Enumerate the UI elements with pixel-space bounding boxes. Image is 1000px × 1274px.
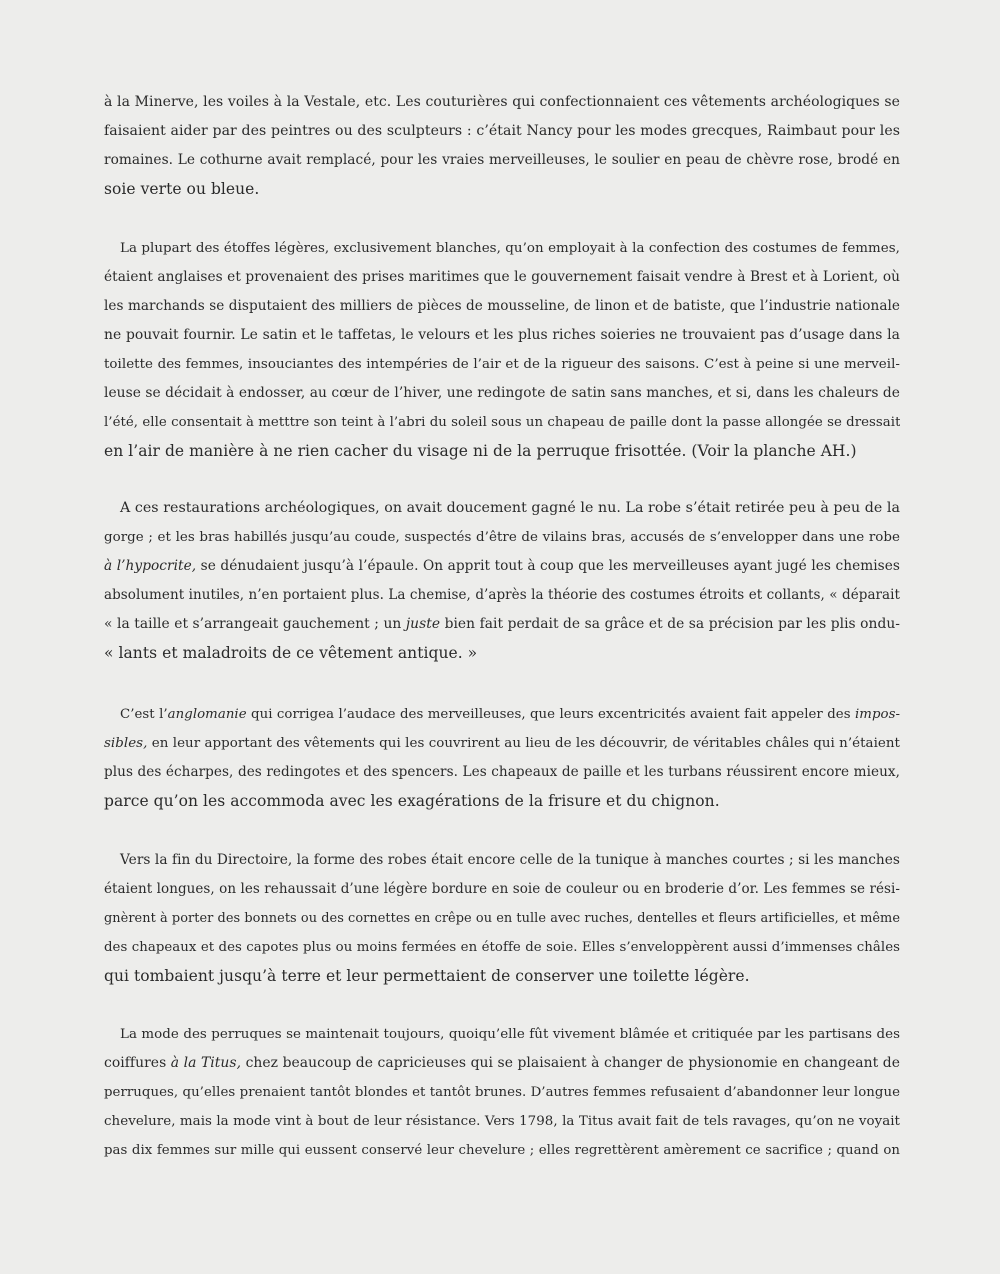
text-line [104,639,900,668]
text-segment: les marchands se disputaient des milliers de pièces de mousseline, de linon et de batiste, que l’industrie nationale [104,298,900,314]
text-line [104,292,900,321]
text-line [104,552,900,581]
text-line [104,1136,900,1165]
text-line [104,700,900,729]
text-segment: La plupart des étoffes légères, exclusivement blanches, qu’on employait à la confection des costumes de femmes, [120,241,900,256]
text-line [104,904,900,933]
text-line [104,117,900,146]
text-segment: gorge ; et les bras habillés jusqu’au coude, suspectés d’être de vilains bras, accusés de s’envelopper dans une robe [104,530,900,545]
text-segment: A ces restaurations archéologiques, on avait doucement gagné le nu. La robe s’était retirée peu à peu de la [120,500,900,516]
text-segment: faisaient aider par des peintres ou des sculpteurs : c’était Nancy pour les modes grecques, Raimbaut pour les [104,123,900,139]
text-line [104,729,900,758]
text-segment: La mode des perruques se maintenait toujours, quoiqu’elle fût vivement blâmée et critiquée par les partisans des [120,1027,900,1042]
text-segment: coiffures [104,1055,171,1071]
text-segment: C’est l’ [120,707,168,722]
paragraph-6 [104,1020,900,1165]
text-segment: qui corrigea l’audace des merveilleuses, que leurs excentricités avaient fait appeler des [246,707,855,722]
text-line [104,1020,900,1049]
text-segment: à la Minerve, les voiles à la Vestale, etc. Les couturières qui confectionnaient ces vêtements archéologiques se [104,94,900,110]
text-segment: en leur apportant des vêtements qui les couvrirent au lieu de les découvrir, de véritables châles qui n’étaient [147,736,900,751]
text-line [104,234,900,263]
text-segment: perruques, qu’elles prenaient tantôt blondes et tantôt brunes. D’autres femmes refusaient d’abandonner leur longue [104,1085,900,1100]
text-line [104,146,900,175]
text-line [104,1078,900,1107]
text-line [104,610,900,639]
text-line [104,263,900,292]
paragraph-2 [104,234,900,466]
text-segment: « la taille et s’arrangeait gauchement ; un [104,616,406,632]
text-line [104,758,900,787]
text-segment: gnèrent à porter des bonnets ou des cornettes en crêpe ou en tulle avec ruches, dentelles et fleurs artificielles, et même [104,911,900,926]
text-segment: chez beaucoup de capricieuses qui se plaisaient à changer de physionomie en changeant de [241,1055,900,1071]
text-segment: chevelure, mais la mode vint à bout de leur résistance. Vers 1798, la Titus avait fait de tels ravages, qu’on ne voyait [104,1114,900,1129]
text-segment: romaines. Le cothurne avait remplacé, pour les vraies merveilleuses, le soulier en peau de chèvre rose, brodé en [104,152,900,168]
text-segment: en l’air de manière à ne rien cacher du visage ni de la perruque frisottée. (Voir la planche AH.) [104,442,857,460]
text-segment: étaient longues, on les rehaussait d’une légère bordure en soie de couleur ou en broderie d’or. Les femmes se rési- [104,881,900,897]
italic-text: sibles, [104,736,148,751]
text-line [104,494,900,523]
paragraph-3 [104,494,900,668]
text-line [104,408,900,437]
text-segment: étaient anglaises et provenaient des prises maritimes que le gouvernement faisait vendre à Brest et à Lorient, où [104,269,900,285]
text-line [104,933,900,962]
paragraph-1 [104,88,900,204]
italic-text: anglomanie [167,707,247,722]
text-line [104,523,900,552]
text-line [104,175,900,204]
text-line [104,581,900,610]
text-line [104,321,900,350]
text-line [104,1049,900,1078]
italic-text: impos- [855,707,900,722]
text-segment: « lants et maladroits de ce vêtement antique. » [104,644,478,662]
paragraph-4 [104,700,900,816]
text-line [104,787,900,816]
text-line [104,1107,900,1136]
text-segment: l’été, elle consentait à metttre son teint à l’abri du soleil sous un chapeau de paille dont la passe allongée se dressait [104,415,900,430]
text-segment: pas dix femmes sur mille qui eussent conservé leur chevelure ; elles regrettèrent amèrement ce sacrifice ; quand on [104,1143,900,1158]
text-line [104,846,900,875]
text-segment: plus des écharpes, des redingotes et des spencers. Les chapeaux de paille et les turbans réussirent encore mieux, [104,764,900,780]
text-segment: leuse se décidait à endosser, au cœur de l’hiver, une redingote de satin sans manches, et si, dans les chaleurs de [104,385,900,401]
text-line [104,962,900,991]
text-segment: ne pouvait fournir. Le satin et le taffetas, le velours et les plus riches soieries ne trouvaient pas d’usage dans la [104,327,900,343]
italic-text: à l’hypocrite, [104,558,197,574]
text-segment: se dénudaient jusqu’à l’épaule. On apprit tout à coup que les merveilleuses ayant jugé les chemises [196,558,900,574]
text-segment: toilette des femmes, insouciantes des intempéries de l’air et de la rigueur des saisons. C’est à peine si une merveil- [104,357,900,372]
text-line [104,350,900,379]
text-segment: des chapeaux et des capotes plus ou moins fermées en étoffe de soie. Elles s’enveloppèrent aussi d’immenses châles [104,940,900,955]
text-line [104,88,900,117]
text-segment: absolument inutiles, n’en portaient plus. La chemise, d’après la théorie des costumes étroits et collants, « déparait [104,587,900,603]
paragraph-5 [104,846,900,991]
italic-text: à la Titus, [170,1055,242,1071]
text-segment: qui tombaient jusqu’à terre et leur permettaient de conserver une toilette légère. [104,967,750,985]
text-segment: parce qu’on les accommoda avec les exagérations de la frisure et du chignon. [104,792,720,810]
italic-text: juste [405,616,441,632]
text-line [104,379,900,408]
text-segment: soie verte ou bleue. [104,180,260,198]
text-segment: bien fait perdait de sa grâce et de sa précision par les plis ondu- [440,616,900,632]
text-segment: Vers la fin du Directoire, la forme des robes était encore celle de la tunique à manches courtes ; si les manches [120,852,900,868]
text-line [104,875,900,904]
text-line [104,437,900,466]
